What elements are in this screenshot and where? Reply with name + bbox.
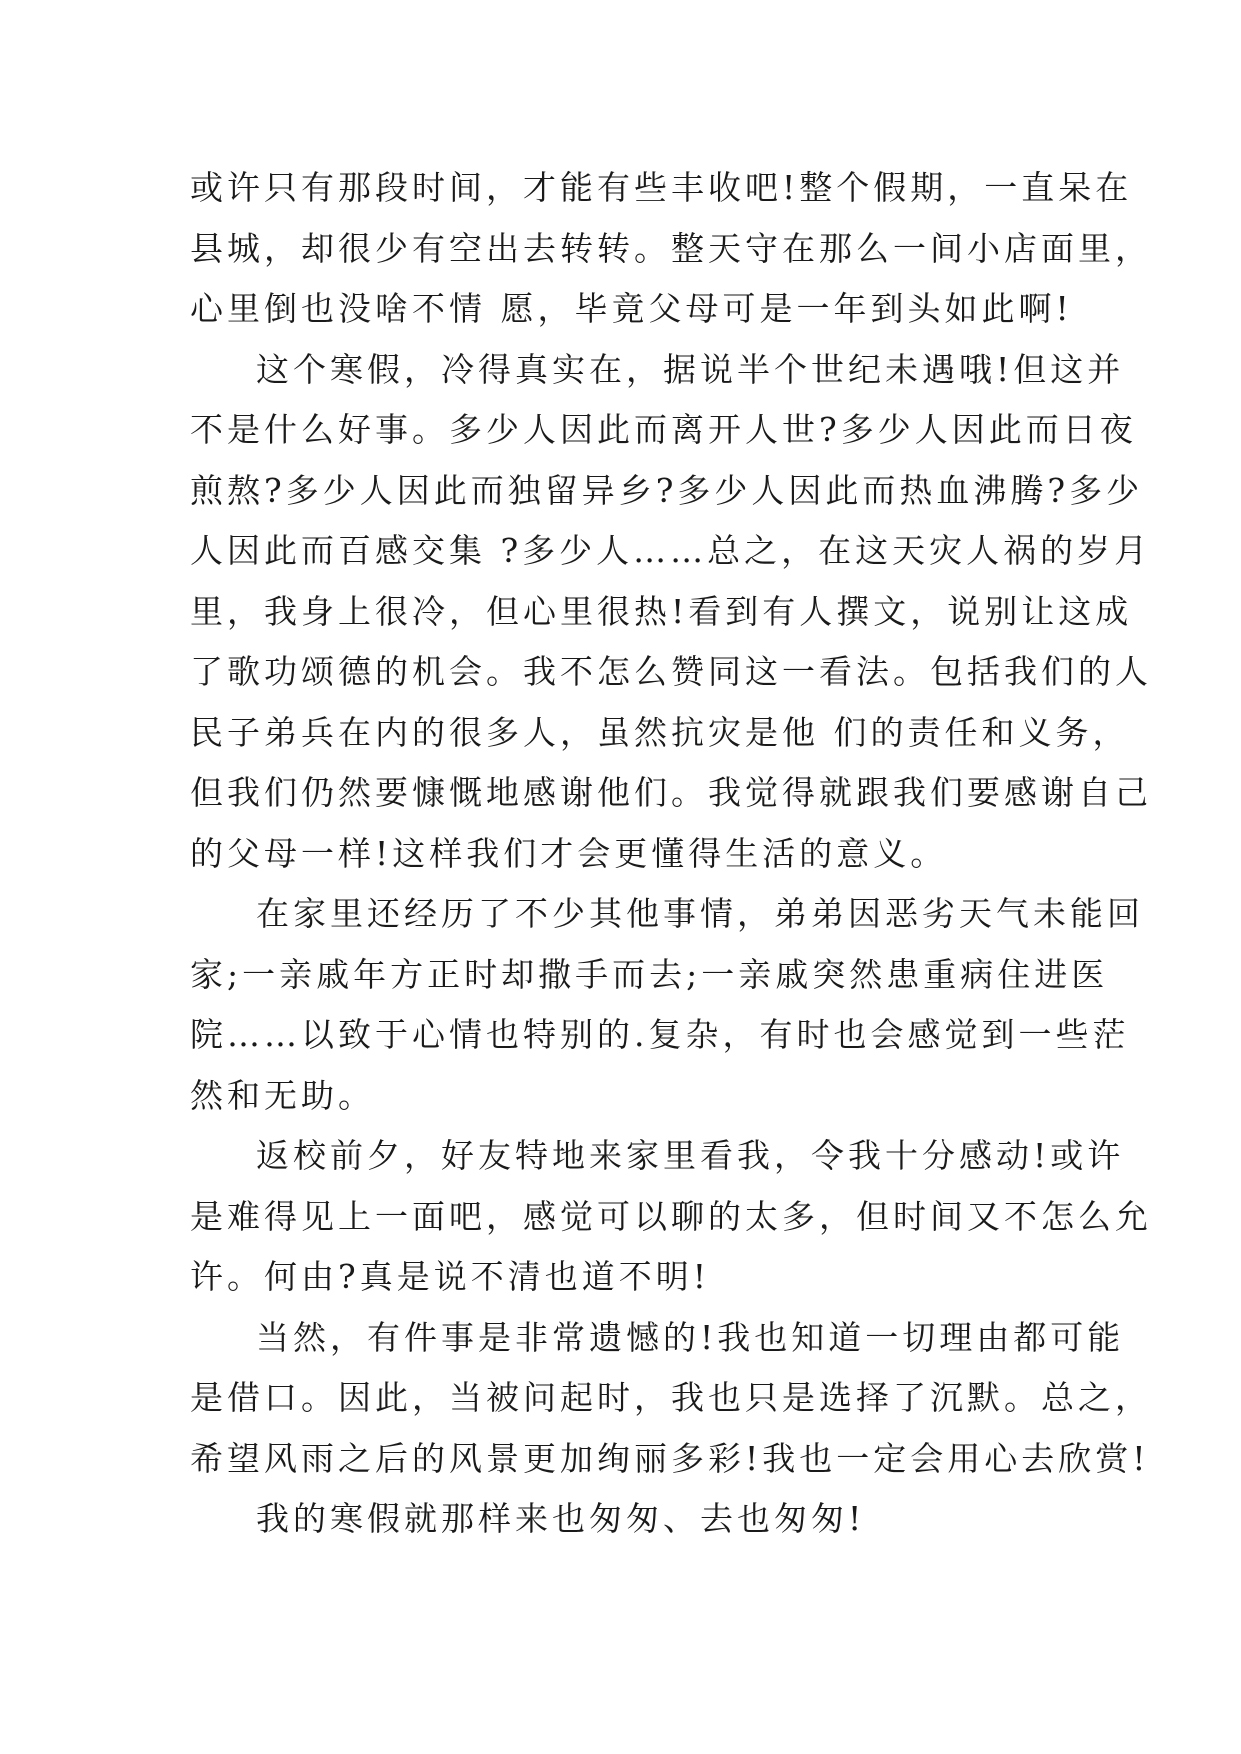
- text-line: 许。何由?真是说不清也道不明!: [190, 1257, 710, 1296]
- text-line: 然和无助。: [190, 1075, 375, 1115]
- text-line: 返校前夕，好友特地来家里看我，令我十分感动!或许: [256, 1136, 1125, 1175]
- text-line: 我的寒假就那样来也匆匆、去也匆匆!: [256, 1499, 866, 1538]
- text-line: 里，我身上很冷，但心里很热!看到有人撰文，说别让这成: [190, 591, 1133, 631]
- text-line: 不是什么好事。多少人因此而离开人世?多少人因此而日夜: [190, 410, 1137, 449]
- text-line: 民子弟兵在内的很多人，虽然抗灾是他 们的责任和义务，: [190, 712, 1130, 752]
- text-line: 希望风雨之后的风景更加绚丽多彩!我也一定会用心去欣赏!: [190, 1438, 1150, 1478]
- text-line: 或许只有那段时间，才能有些丰收吧!整个假期，一直呆在: [190, 168, 1133, 207]
- text-line: 县城，却很少有空出去转转。整天守在那么一间小店面里，: [190, 228, 1152, 268]
- text-line: 当然，有件事是非常遗憾的!我也知道一切理由都可能: [256, 1317, 1125, 1357]
- text-line: 院……以致于心情也特别的.复杂，有时也会感觉到一些茫: [190, 1015, 1130, 1054]
- text-line: 家;一亲戚年方正时却撒手而去;一亲戚突然患重病住进医: [190, 954, 1109, 994]
- text-line: 煎熬?多少人因此而独留异乡?多少人因此而热血沸腾?多少: [190, 470, 1144, 510]
- text-line: 这个寒假，冷得真实在，据说半个世纪未遇哦!但这并: [256, 349, 1125, 389]
- text-line: 了歌功颂德的机会。我不怎么赞同这一看法。包括我们的人: [190, 652, 1152, 691]
- text-line: 是借口。因此，当被问起时，我也只是选择了沉默。总之，: [190, 1378, 1152, 1417]
- text-line: 心里倒也没啥不情 愿，毕竟父母可是一年到头如此啊!: [190, 289, 1073, 328]
- text-line: 人因此而百感交集 ?多少人……总之，在这天灾人祸的岁月: [190, 531, 1152, 570]
- text-line: 是难得见上一面吧，感觉可以聊的太多，但时间又不怎么允: [190, 1196, 1152, 1236]
- text-line: 在家里还经历了不少其他事情，弟弟因恶劣天气未能回: [256, 894, 1144, 933]
- document-body: [190, 158, 1152, 1550]
- text-line: 但我们仍然要慷慨地感谢他们。我觉得就跟我们要感谢自己: [190, 773, 1152, 812]
- text-line: 的父母一样!这样我们才会更懂得生活的意义。: [190, 833, 948, 873]
